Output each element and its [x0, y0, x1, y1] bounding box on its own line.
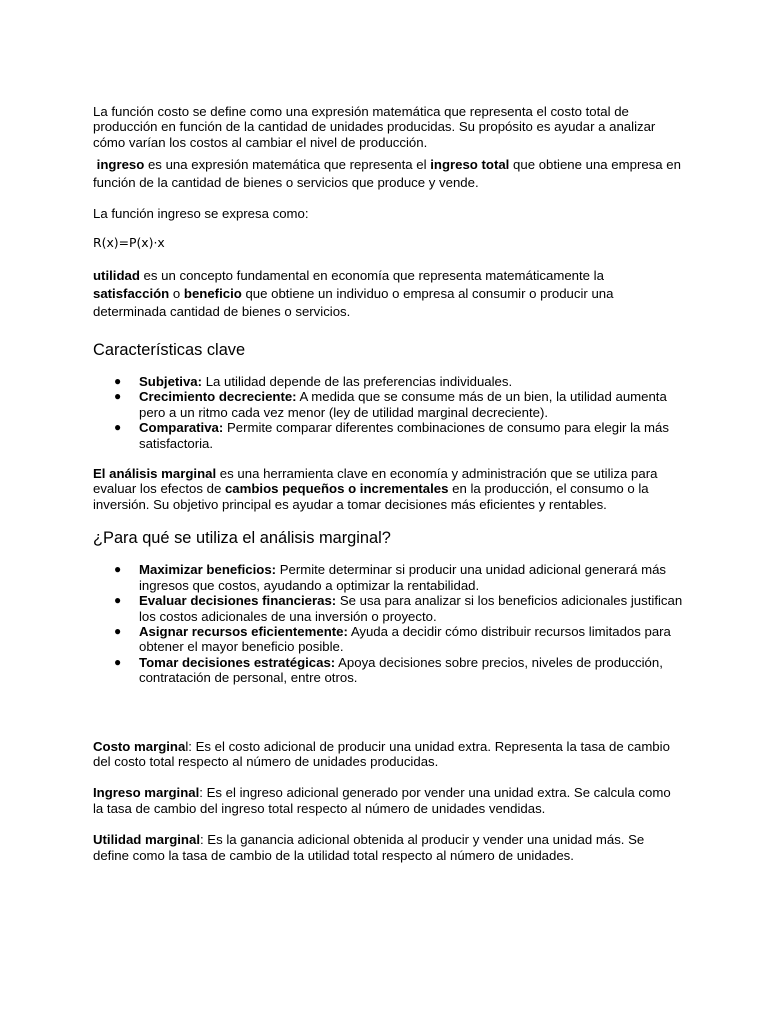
utilidad-text-3: que obtiene un individuo o empresa al consumir o producir una determinada cantidad de bienes o servicios.: [93, 286, 614, 320]
list-item-label: Subjetiva:: [139, 374, 203, 390]
bullet-icon: ●: [114, 654, 122, 669]
list-item-text: Permite determinar si producir una unidad adicional generará más ingresos que costos, ayudando a optimizar la rentabilidad.: [139, 562, 667, 593]
satisfaccion-term: satisfacción: [93, 286, 170, 302]
list-item-text: Se usa para analizar si los beneficios adicionales justifican los costos adicionales de una inversión o proyecto.: [139, 593, 683, 624]
list-item-text: A medida que se consume más de un bien, la utilidad aumenta pero a un ritmo cada vez menor (ley de utilidad marginal decreciente).: [139, 389, 667, 420]
ingreso-marginal-term: Ingreso marginal: [93, 785, 200, 801]
para-que-heading: ¿Para qué se utiliza el análisis marginal?: [93, 529, 391, 548]
utilidad-text-1: es un concepto fundamental en economía que representa matemáticamente la: [139, 268, 604, 284]
costo-marginal-term: Costo margina: [93, 738, 186, 754]
funcion-ingreso-label: La función ingreso se expresa como:: [93, 206, 309, 222]
list-item: [114, 623, 683, 655]
utilidad-marginal-paragraph: [93, 832, 683, 863]
list-item-label: Asignar recursos eficientemente:: [139, 623, 348, 639]
analisis-text-2: en la producción, el consumo o la inversión. Su objetivo principal es ayudar a tomar decisiones más eficientes y rentables.: [93, 481, 649, 512]
analisis-paragraph: [93, 466, 683, 512]
list-item-label: Evaluar decisiones financieras:: [139, 593, 337, 609]
list-item: [114, 389, 683, 420]
list-item-text: La utilidad depende de las preferencias individuales.: [202, 374, 513, 390]
caracteristicas-heading: Características clave: [93, 341, 246, 360]
caracteristicas-list: [93, 374, 683, 451]
list-item: [114, 374, 683, 390]
ingreso-marginal-text: : Es el ingreso adicional generado por vender una unidad extra. Se calcula como la tasa de cambio del ingreso total respecto al número de unidades vendidas.: [93, 785, 671, 816]
costo-marginal-paragraph: [93, 739, 683, 770]
beneficio-term: beneficio: [183, 286, 242, 302]
intro-paragraph: La función costo se define como una expresión matemática que representa el costo total de producción en función de la cantidad de unidades producidas. Su propósito es ayudar a analizar cómo varían los costos al cambiar el nivel de producción.: [93, 104, 656, 150]
usos-list: [93, 562, 683, 685]
list-item-text: Apoya decisiones sobre precios, niveles de producción, contratación de personal, entre otros.: [139, 654, 663, 686]
utilidad-marginal-text: : Es la ganancia adicional obtenida al producir y vender una unidad más. Se define como la tasa de cambio de la utilidad total respecto al número de unidades.: [93, 832, 645, 863]
ingreso-text-1: es una expresión matemática que representa el: [144, 157, 431, 173]
list-item-label: Maximizar beneficios:: [139, 562, 277, 578]
list-item: [114, 654, 683, 686]
ingreso-marginal-paragraph: [93, 785, 683, 816]
utilidad-text-2: o: [169, 286, 184, 302]
utilidad-paragraph: [93, 267, 683, 321]
costo-marginal-term-tail: l: [185, 738, 189, 754]
cambios-term: cambios pequeños o incrementales: [224, 481, 449, 497]
bullet-icon: ●: [114, 562, 122, 577]
utilidad-marginal-term: Utilidad marginal: [93, 832, 200, 848]
list-item: [114, 562, 683, 593]
list-item-label: Comparativa:: [139, 420, 224, 436]
ingreso-text-2: que obtiene una empresa en función de la cantidad de bienes o servicios que produce y vende.: [93, 157, 681, 191]
ingreso-formula: R(x)=P(x)·x: [93, 234, 165, 250]
bullet-icon: ●: [114, 420, 122, 435]
bullet-icon: ●: [114, 623, 122, 638]
analisis-text-1: es una herramienta clave en economía y administración que se utiliza para evaluar los efectos de: [93, 466, 658, 497]
list-item: [114, 593, 683, 624]
costo-marginal-text: : Es el costo adicional de producir una unidad extra. Representa la tasa de cambio del costo total respecto al número de unidades producidas.: [93, 738, 670, 769]
ingreso-total-term: ingreso total: [430, 157, 510, 173]
ingreso-paragraph: [93, 156, 683, 192]
utilidad-term: utilidad: [93, 268, 140, 284]
analisis-term: El análisis marginal: [93, 466, 217, 482]
list-item-label: Tomar decisiones estratégicas:: [139, 654, 336, 670]
bullet-icon: ●: [114, 389, 122, 404]
ingreso-term: ingreso: [96, 157, 145, 173]
bullet-icon: ●: [114, 374, 122, 389]
list-item-text: Permite comparar diferentes combinaciones de consumo para elegir la más satisfactoria.: [139, 420, 669, 451]
list-item: [114, 420, 683, 451]
list-item-text: Ayuda a decidir cómo distribuir recursos limitados para obtener el mayor beneficio posible.: [139, 623, 671, 655]
bullet-icon: ●: [114, 593, 122, 608]
list-item-label: Crecimiento decreciente:: [139, 389, 297, 405]
document-page: [93, 104, 683, 863]
